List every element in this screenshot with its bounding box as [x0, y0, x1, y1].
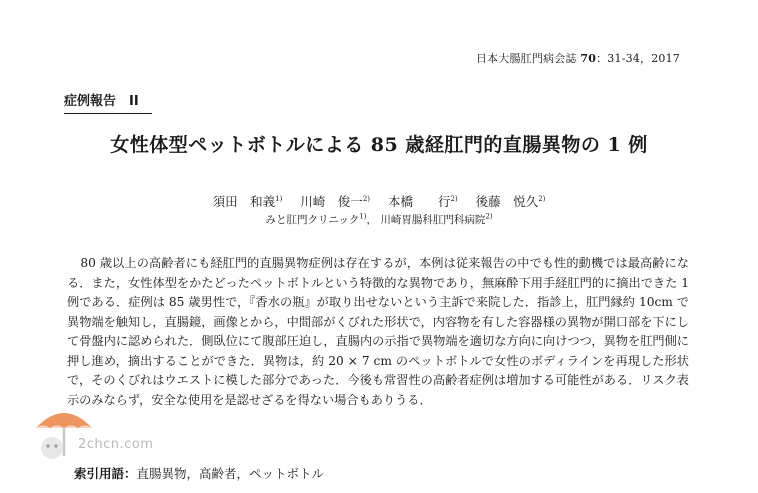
journal-pages-year: ：31-34，2017: [596, 52, 680, 65]
journal-volume: 70: [580, 52, 597, 65]
affiliation-list: みと肛門クリニック$^{1)}$， 川崎胃腸科肛門科病院$^{2)}$: [265, 212, 493, 226]
article-title: 女性体型ペットボトルによる 85 歳経肛門的直腸異物の 1 例: [110, 134, 648, 156]
journal-name: 日本大腸肛門病会誌: [475, 52, 577, 65]
journal-citation: [476, 50, 680, 66]
section-label: 症例報告 II: [64, 90, 152, 114]
watermark-text: 2chcn.com: [78, 437, 154, 452]
author-name: 川崎 俊一$^{2)}$: [300, 194, 370, 209]
keywords-label: 索引用語：: [74, 466, 137, 481]
keywords-line: [74, 464, 324, 482]
umbrella-mascot-icon: [30, 398, 100, 468]
author-name: 後藤 悦久$^{2)}$: [475, 194, 546, 209]
keywords-terms: 直腸異物，高齢者，ペットボトル: [136, 466, 325, 481]
author-list: [0, 192, 758, 210]
author-name: 須田 和義$^{1)}$: [212, 194, 283, 209]
affiliation: 川崎胃腸科肛門科病院$^{2)}$: [380, 212, 493, 226]
author-name: 本橋 行$^{2)}$: [387, 194, 458, 209]
affiliation: みと肛門クリニック$^{1)}$: [265, 212, 367, 226]
abstract-paragraph: 80 歳以上の高齢者にも経肛門的直腸異物症例は存在するが，本例は従来報告の中でも性的動機では最高齢になる．また，女性体型をかたどったペットボトルという特徴的な異物であり，無麻酔下用手経肛門的に摘出できた 1 例である．症例は 85 歳男性で，『香水の瓶』が取り出せないという主訴で来院した．指診上，肛門縁約 10cm で異物端を触知し，直腸鏡，画像とから，中間部がくびれた形状で，内容物を有した容器様の異物が開口部を下にして骨盤内に認められた．側臥位にて腹部圧迫し，直腸内の示指で異物端を適切な方向に向けつつ，異物を肛門側に押し進め，摘出することができた．異物は，約 20 × 7 cm のペットボトルで女性のボディラインを再現した形状で，そのくびれはウエストに模した部分であった．今後も常習性の高齢者症例は増加する可能性がある．リスク表示のみならず，安全な使用を是認せざるを得ない場合もありうる．: [67, 256, 689, 407]
